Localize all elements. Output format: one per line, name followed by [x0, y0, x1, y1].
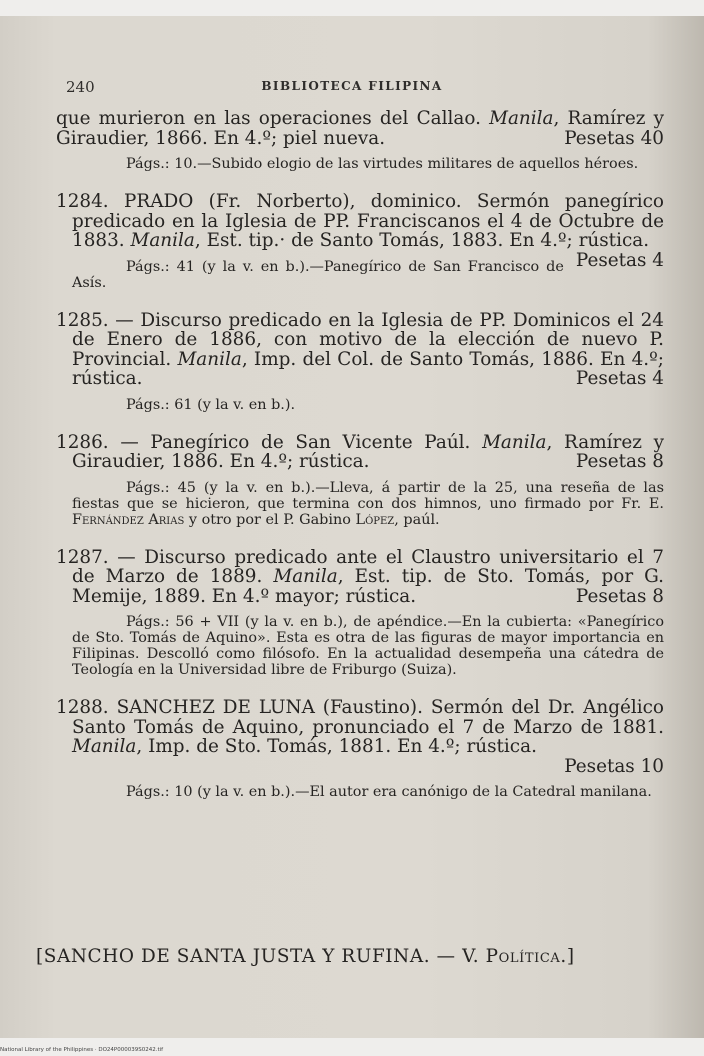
entry-text: 1285. — Discurso predicado en la Iglesia de PP. Dominicos el 24 de Enero de 1886, con motivo de la elección de nuevo P. Provincial. Manila, Imp. del Col. de Santo Tomás, 1886. En 4.º; rústica. Pesetas 4 [56, 309, 664, 389]
entry-text: 1287. — Discurso predicado ante el Claustro universitario el 7 de Marzo de 1889. Manila, Est. tip. de Sto. Tomás, por G. Memije, 1889. En 4.º mayor; rústica. Pesetas 8 [56, 546, 664, 607]
entry-text: 1284. PRADO (Fr. Norberto), dominico. Sermón panegírico predicado en la Iglesia de PP. Franciscanos el 4 de Octubre de 1883. Manila, Est. tip.· de Santo Tomás, 1883. En 4.º; rústica. Pesetas 4 [56, 191, 664, 271]
pub-place: Manila [177, 348, 242, 370]
pub-place: Manila [273, 566, 338, 587]
entry-number: 1284. [56, 191, 109, 212]
entry-number: 1286. [56, 431, 109, 453]
entry-number: 1285. [56, 309, 109, 331]
entry-1286 [56, 433, 664, 528]
entry-note: Págs.: 61 (y la v. en b.). [126, 396, 296, 413]
price: Pesetas 8 [575, 585, 664, 607]
entry-note: Págs.: 10.—Subido elogio de las virtudes militares de aquellos héroes. [126, 156, 639, 172]
page-number: 240 [66, 78, 95, 96]
entry-1284 [56, 192, 664, 291]
entry-note: Págs.: 45 (y la v. en b.).—Lleva, á partir de la 25, una reseña de las fiestas que se hicieron, que termina con dos himnos, uno firmado por Fr. E. Fernández Arias y otro por el P. Gabino López, paúl. [72, 479, 664, 528]
entry-note: Págs.: 56 + VII (y la v. en b.), de apéndice.—En la cubierta: «Panegírico de Sto. Tomás de Aquino». Esta es otra de las figuras de mayor importancia en Filipinas. Descolló como filósofo. En la actualidad desempeña una cátedra de Teología en la Universidad libre de Friburgo (Suiza). [72, 614, 664, 678]
entry-number: 1288. [56, 697, 109, 718]
entry-text: 1286. — Panegírico de San Vicente Paúl. Manila, Ramírez y Giraudier, 1886. En 4.º; rústica. Pesetas 8 [56, 431, 664, 472]
entry-text: que murieron en las operaciones del Callao. Manila, Ramírez y Giraudier, 1866. En 4.º; piel nueva. Pesetas 40 [56, 108, 664, 149]
page-body [56, 109, 664, 820]
price: Pesetas 4 [575, 368, 664, 389]
price: Pesetas 8 [575, 451, 664, 472]
entry-note: Págs.: 41 (y la v. en b.).—Panegírico de San Francisco de Asís. [72, 258, 564, 291]
page [0, 16, 704, 1038]
entry-author: PRADO (Fr. Norberto), dominico. [124, 191, 462, 212]
pub-place: Manila [72, 736, 137, 757]
entry-carryover [56, 109, 664, 172]
person-name: López [355, 511, 395, 528]
pub-place: Manila [130, 230, 195, 251]
price: Pesetas 4 [575, 249, 664, 271]
running-title: BIBLIOTECA FILIPINA [261, 79, 443, 93]
entry-text: 1288. SANCHEZ DE LUNA (Faustino). Sermón del Dr. Angélico Santo Tomás de Aquino, pronunciado el 7 de Marzo de 1881. Manila, Imp. de Sto. Tomás, 1881. En 4.º; rústica. Pesetas 10 [56, 697, 664, 777]
entry-1285 [56, 311, 664, 413]
entry-1288 [56, 698, 664, 800]
cross-reference: [SANCHO DE SANTA JUSTA Y RUFINA. — V. Política.] [36, 946, 575, 967]
running-header [0, 78, 704, 98]
pub-place: Manila [489, 108, 554, 129]
entry-note: Págs.: 10 (y la v. en b.).—El autor era canónigo de la Catedral manilana. [126, 784, 652, 800]
entry-number: 1287. [56, 546, 109, 568]
entry-1287 [56, 548, 664, 679]
entry-author: SANCHEZ DE LUNA (Faustino). [116, 697, 423, 718]
pub-place: Manila [482, 431, 547, 453]
person-name: Fernández Arias [72, 511, 185, 528]
price: Pesetas 10 [564, 755, 664, 777]
price: Pesetas 40 [564, 127, 664, 149]
scan-footer: National Library of the Philippines · DO24P000039S0242.tif [0, 1047, 164, 1053]
